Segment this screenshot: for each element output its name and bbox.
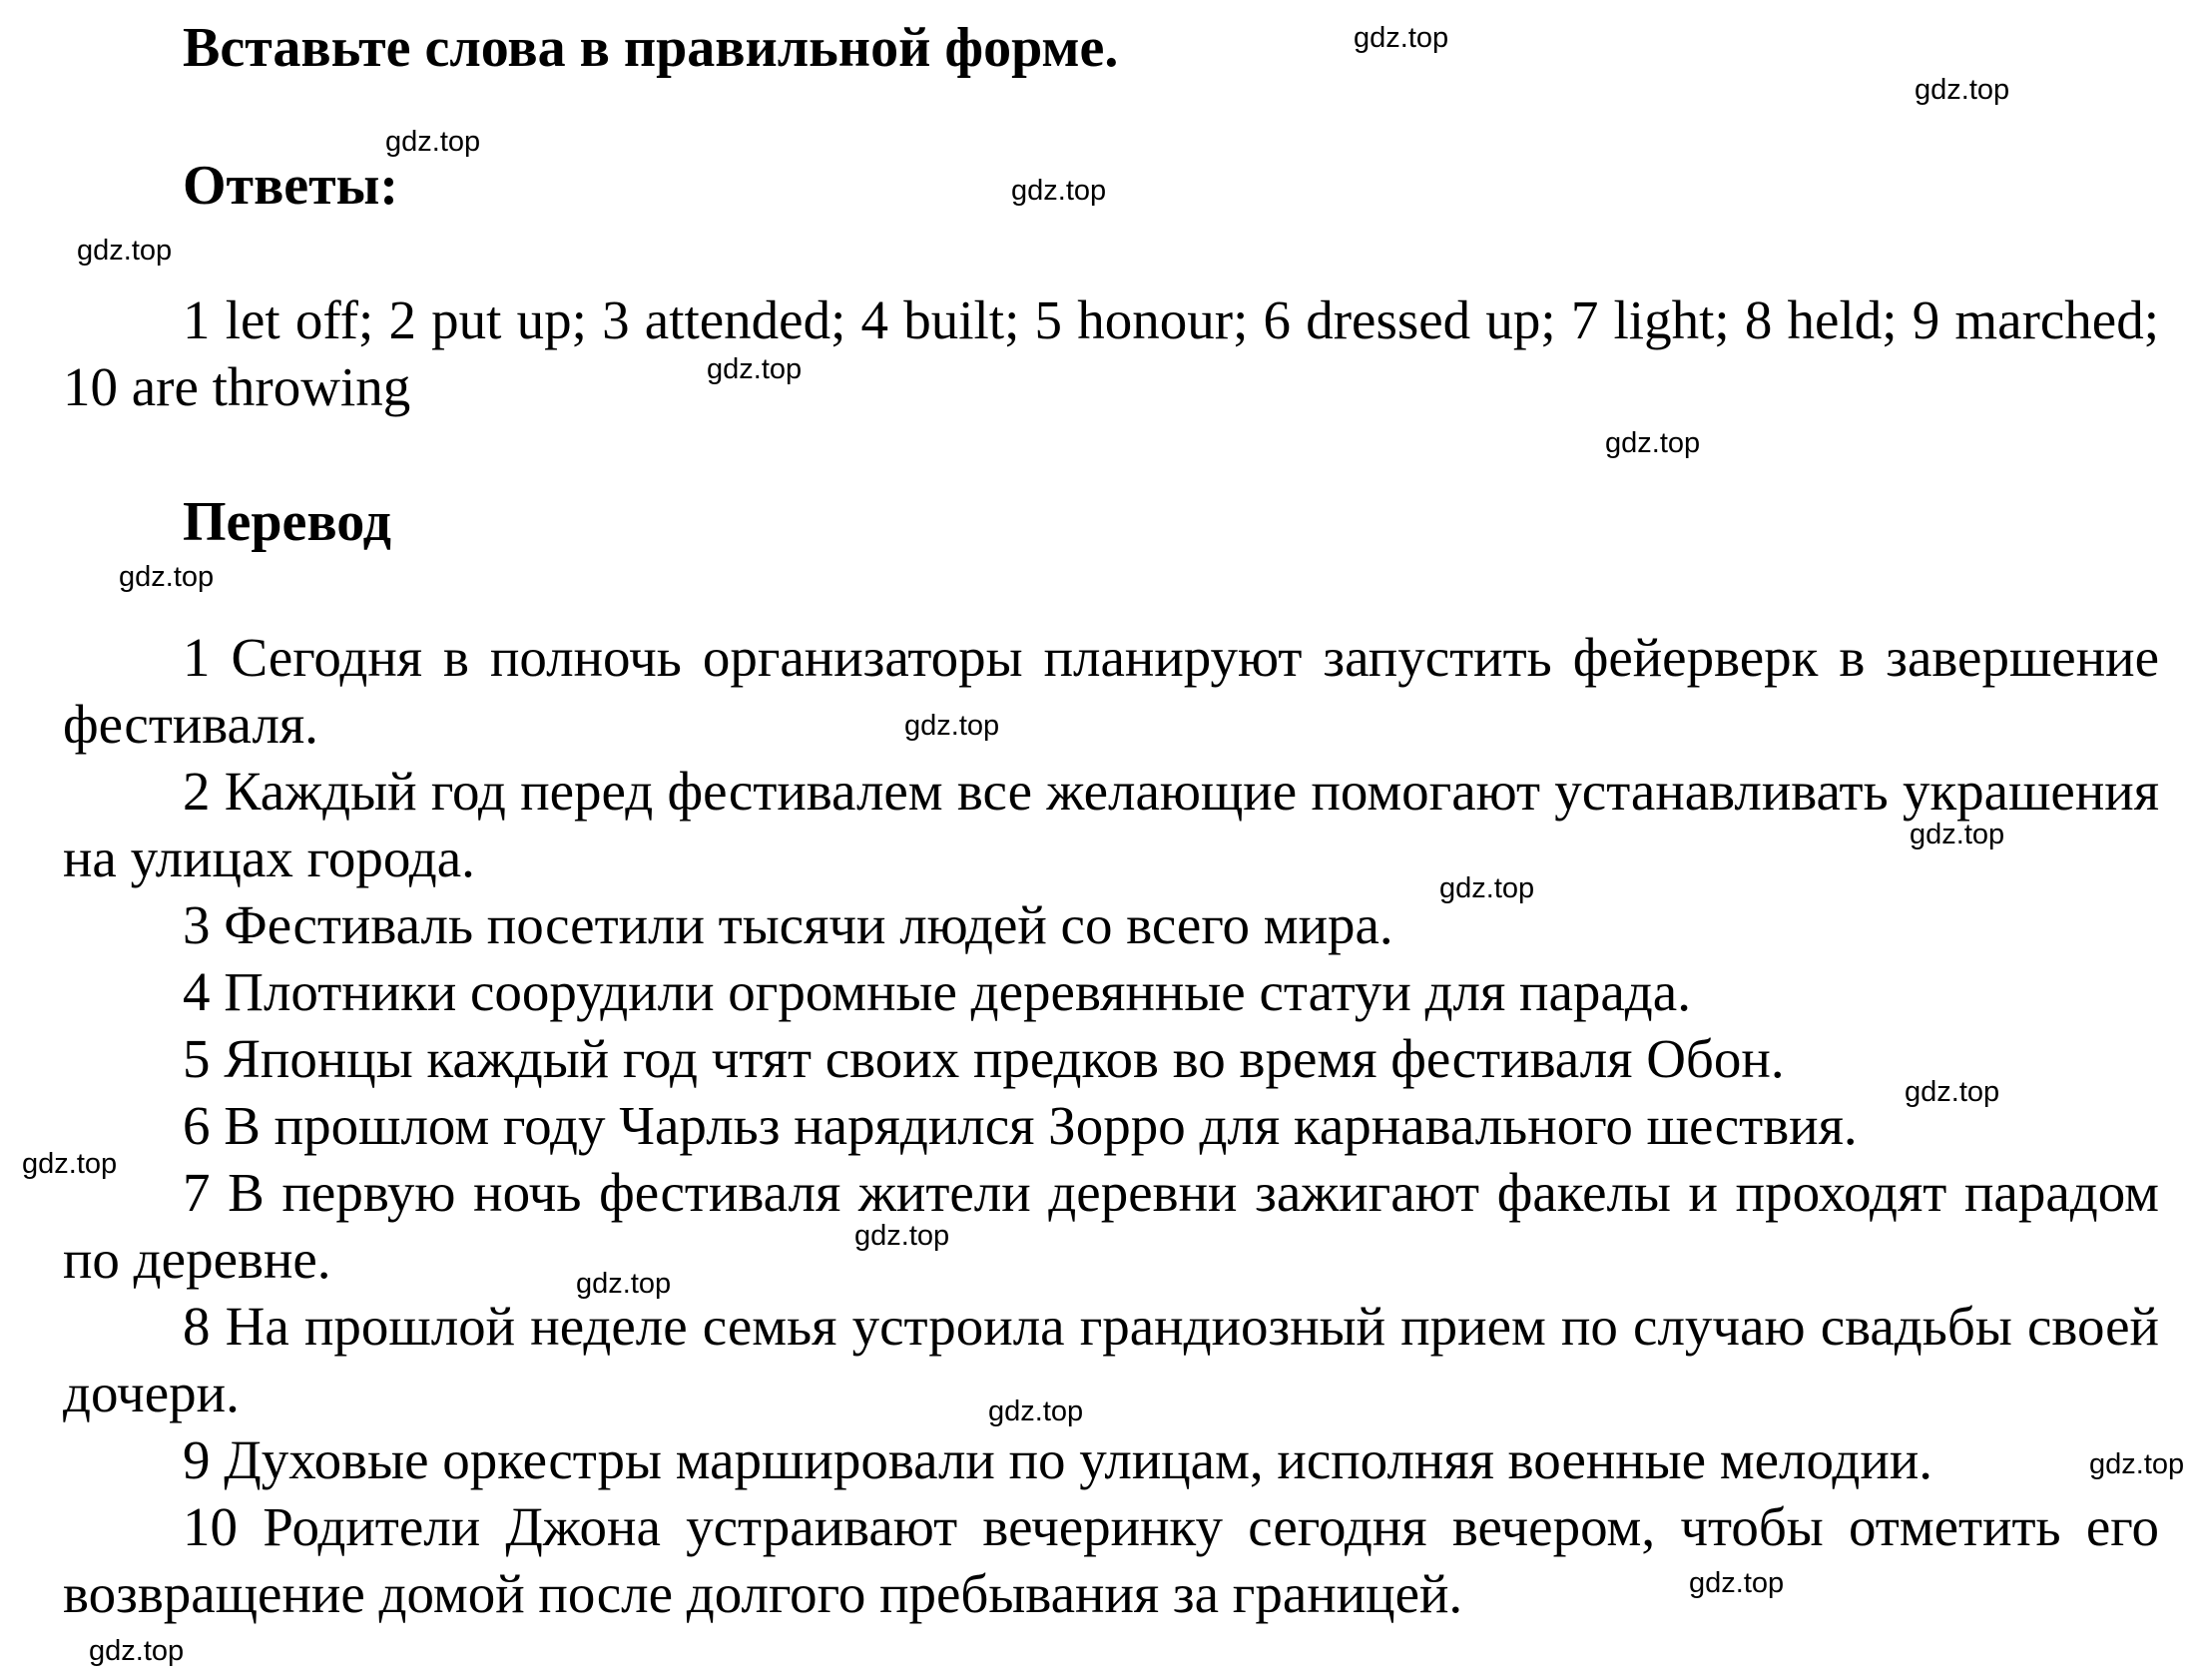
translation-item-10: 10 Родители Джона устраивают вечеринку сегодня вечером, чтобы отметить его возвращение домой после долгого пребывания за границей. <box>63 1496 2159 1624</box>
watermark: gdz.top <box>2089 1448 2185 1480</box>
translation-item-4: 4 Плотники соорудили огромные деревянные статуи для парада. <box>183 961 1691 1022</box>
watermark: gdz.top <box>854 1220 950 1252</box>
watermark: gdz.top <box>1689 1567 1785 1599</box>
watermark: gdz.top <box>89 1635 185 1667</box>
watermark: gdz.top <box>1910 819 2005 850</box>
watermark: gdz.top <box>22 1148 118 1180</box>
translation-item-1: 1 Сегодня в полночь организаторы планируют запустить фейерверк в завершение фестиваля. <box>63 627 2159 755</box>
translation-item-2: 2 Каждый год перед фестивалем все желающие помогают устанавливать украшения на улицах города. <box>63 761 2159 888</box>
watermark: gdz.top <box>1439 872 1535 904</box>
answers-heading: Ответы: <box>183 155 399 217</box>
watermark: gdz.top <box>1915 74 2010 106</box>
watermark: gdz.top <box>1905 1076 2000 1108</box>
watermark: gdz.top <box>707 353 803 385</box>
task-title: Вставьте слова в правильной форме. <box>183 17 1119 79</box>
watermark: gdz.top <box>385 126 481 158</box>
translation-item-7: 7 В первую ночь фестиваля жители деревни зажигают факелы и проходят парадом по деревне. <box>63 1162 2159 1290</box>
translation-item-9: 9 Духовые оркестры маршировали по улицам, исполняя военные мелодии. <box>183 1429 1933 1490</box>
translation-heading: Перевод <box>183 491 391 553</box>
watermark: gdz.top <box>77 235 173 267</box>
watermark: gdz.top <box>576 1268 672 1300</box>
translation-item-8: 8 На прошлой неделе семья устроила грандиозный прием по случаю свадьбы своей дочери. <box>63 1296 2159 1423</box>
watermark: gdz.top <box>904 710 1000 742</box>
translation-item-5: 5 Японцы каждый год чтят своих предков во время фестиваля Обон. <box>183 1028 1785 1089</box>
translation-item-6: 6 В прошлом году Чарльз нарядился Зорро для карнавального шествия. <box>183 1095 1858 1156</box>
watermark: gdz.top <box>1011 175 1107 207</box>
watermark: gdz.top <box>119 561 215 593</box>
answers-text: 1 let off; 2 put up; 3 attended; 4 built; 5 honour; 6 dressed up; 7 light; 8 held; 9 marched; 10 are throwing <box>63 289 2159 417</box>
watermark: gdz.top <box>1354 22 1449 54</box>
watermark: gdz.top <box>1605 427 1701 459</box>
translation-item-3: 3 Фестиваль посетили тысячи людей со всего мира. <box>183 894 1393 955</box>
watermark: gdz.top <box>988 1396 1084 1427</box>
